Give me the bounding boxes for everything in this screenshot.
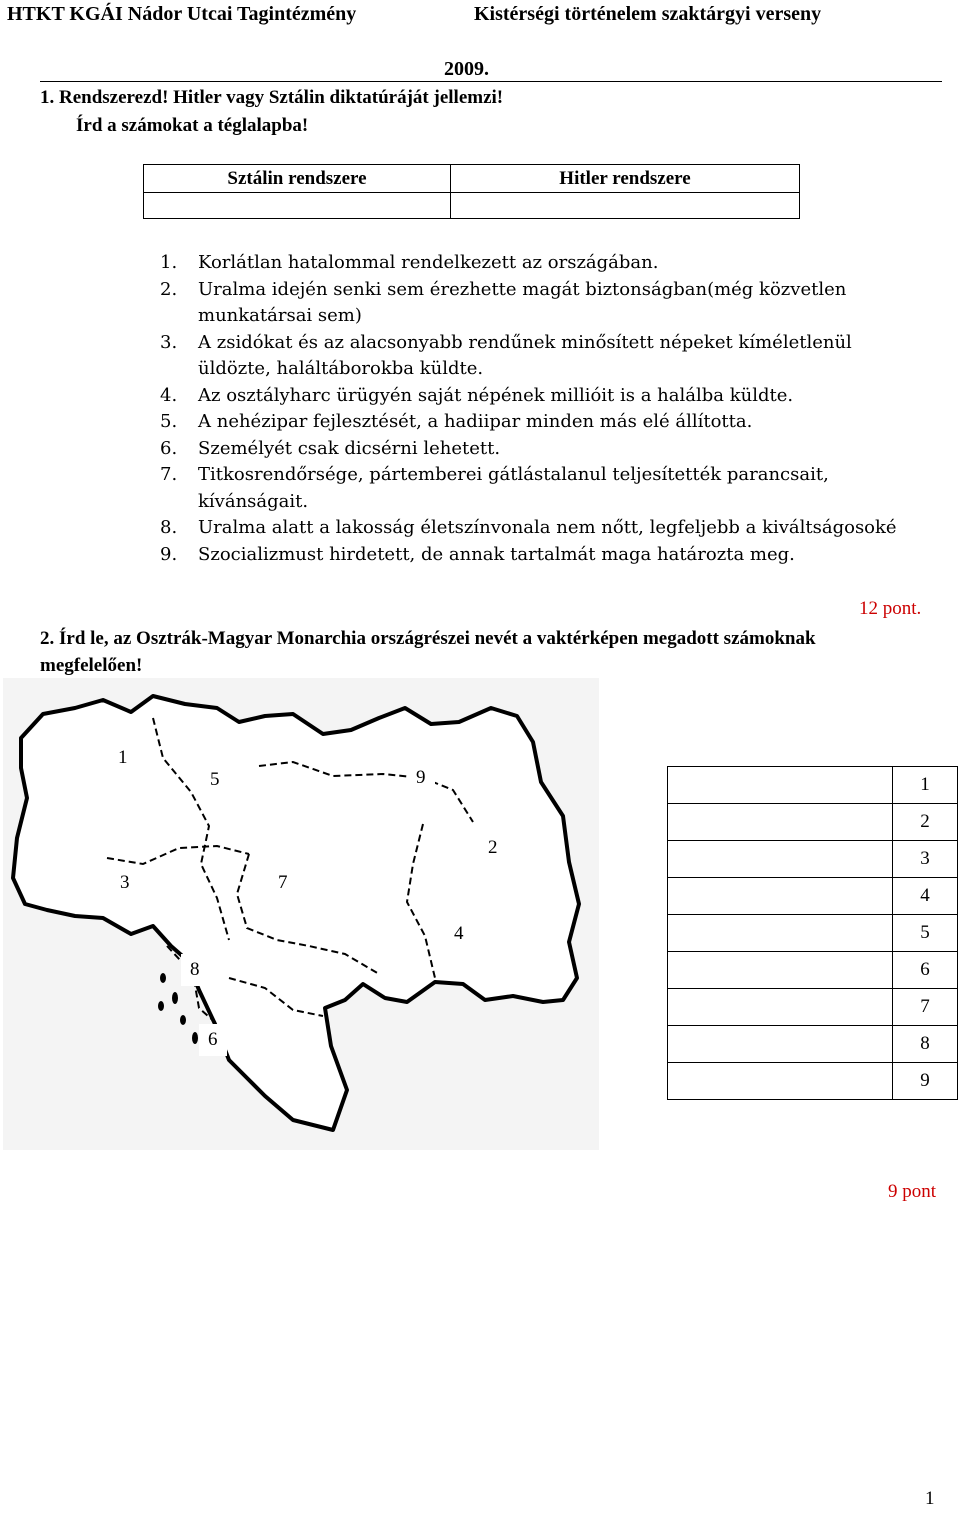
answer-cell[interactable] [668,767,893,804]
table-row [668,989,958,1026]
task1-title: 1. Rendszerezd! Hitler vagy Sztálin diktatúráját jellemzi! [40,87,504,108]
map-label-1: 1 [109,742,137,774]
table-row [668,915,958,952]
table-row [668,1026,958,1063]
item-number: 8. [160,517,178,538]
island [172,992,178,1004]
list-item [160,462,918,515]
item-text: Az osztályharc ürügyén saját népének millióit is a halálba küldte. [198,384,794,406]
task2-title: 2. Írd le, az Osztrák-Magyar Monarchia országrészei nevét a vaktérképen megadott számoknak megfelelően! [40,628,816,676]
table-row [668,841,958,878]
map-label-5: 5 [201,764,229,796]
header-year: 2009. [444,58,489,80]
map-label-7: 7 [269,867,297,899]
map-label-4: 4 [445,918,473,950]
task1-subtitle: Írd a számokat a téglalapba! [76,115,309,136]
item-text: Személyét csak dicsérni lehetett. [198,437,501,459]
list-item [160,515,918,542]
answer-number: 9 [893,1063,958,1100]
answer-number: 8 [893,1026,958,1063]
map-label-6: 6 [199,1024,227,1056]
item-text: Uralma idején senki sem érezhette magát biztonságban(még közvetlen munkatársai sem) [198,278,847,326]
answer-number: 1 [893,767,958,804]
table-row [668,1063,958,1100]
list-item [160,250,918,277]
answer-cell[interactable] [668,878,893,915]
table-row [668,952,958,989]
answer-cell[interactable] [668,1026,893,1063]
item-text: A nehézipar fejlesztését, a hadiipar minden más elé állította. [198,411,753,432]
table-row [668,878,958,915]
list-item [160,409,918,436]
table-row [668,767,958,804]
item-number: 7. [160,464,178,485]
stalin-header: Sztálin rendszere [144,165,451,193]
answer-cell[interactable] [668,804,893,841]
item-text: Korlátlan hatalommal rendelkezett az országában. [198,252,659,273]
stalin-hitler-table [143,164,800,219]
island [160,973,166,983]
map-label-3: 3 [111,867,139,899]
hitler-header: Hitler rendszere [451,165,800,193]
header-rule [40,81,942,82]
answer-cell[interactable] [668,841,893,878]
list-item [160,277,918,330]
island [192,1032,198,1044]
item-number: 5. [160,411,178,432]
item-number: 3. [160,331,178,353]
hitler-answer-cell[interactable] [451,193,800,219]
answer-cell[interactable] [668,915,893,952]
monarchy-border [13,696,579,1130]
header-school: HTKT KGÁI Nádor Utcai Tagintézmény [7,3,357,25]
item-number: 6. [160,437,178,459]
item-text: A zsidókat és az alacsonyabb rendűnek minősített népeket kíméletlenül üldözte, haláltáborokba küldte. [198,331,852,379]
answer-cell[interactable] [668,952,893,989]
task2-points: 9 pont [888,1181,937,1202]
answer-number: 4 [893,878,958,915]
statement-list [160,250,918,568]
item-number: 2. [160,278,178,300]
answer-number: 3 [893,841,958,878]
item-number: 1. [160,252,178,273]
blank-map [3,678,599,1150]
map-label-8: 8 [181,954,209,986]
list-item [160,383,918,410]
item-text: Szocializmust hirdetett, de annak tartalmát maga határozta meg. [198,543,795,565]
item-text: Uralma alatt a lakosság életszínvonala nem nőtt, legfeljebb a kiváltságosoké [198,517,897,538]
item-number: 9. [160,543,178,565]
page-number: 1 [925,1488,935,1509]
answer-cell[interactable] [668,989,893,1026]
item-number: 4. [160,384,178,406]
task1-points: 12 pont. [859,598,922,619]
map-label-2: 2 [479,832,507,864]
header-competition: Kistérségi történelem szaktárgyi verseny [474,3,822,25]
answer-table [667,766,958,1100]
list-item [160,330,918,383]
map-outline [3,678,599,1150]
island [180,1015,186,1025]
list-item [160,436,918,463]
answer-number: 7 [893,989,958,1026]
answer-number: 5 [893,915,958,952]
stalin-answer-cell[interactable] [144,193,451,219]
answer-cell[interactable] [668,1063,893,1100]
map-label-9: 9 [407,762,435,794]
list-item [160,542,918,569]
answer-number: 6 [893,952,958,989]
table-row [668,804,958,841]
island [158,1001,164,1011]
answer-number: 2 [893,804,958,841]
item-text: Titkosrendőrsége, pártemberei gátlástalanul teljesítették parancsait, kívánságait. [198,464,829,512]
